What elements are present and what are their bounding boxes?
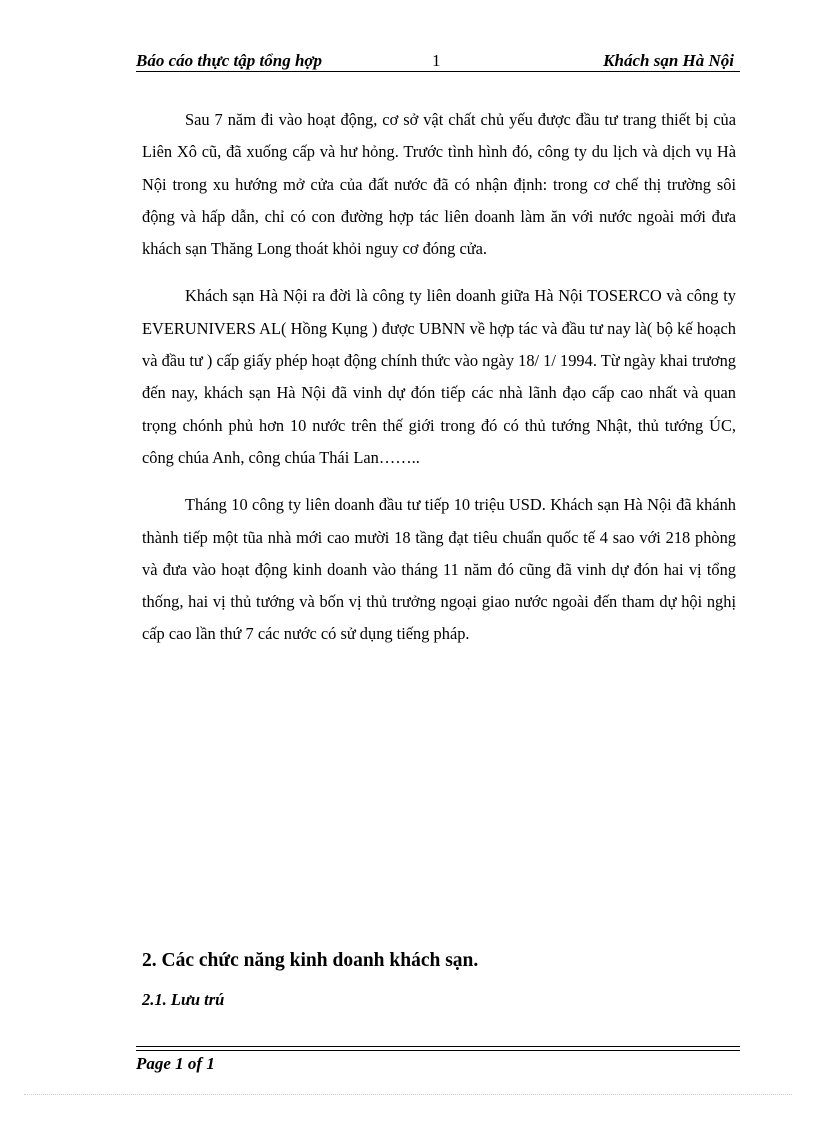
header-page-number: 1 bbox=[432, 51, 441, 70]
page-header bbox=[136, 47, 740, 73]
document-body bbox=[142, 104, 736, 666]
paragraph-3: Tháng 10 công ty liên doanh đầu tư tiếp 10 triệu USD. Khách sạn Hà Nội đã khánh thành tiếp một tũa nhà mới cao mười 18 tầng đạt tiêu chuẩn quốc tế 4 sao với 218 phòng và đưa vào hoạt động kinh doanh vào tháng 11 năm đó cũng đã vinh dự đón hai vị tổng thống, hai vị thủ tướng và bốn vị thủ trưởng ngoại giao nước ngoài đến tham dự hội nghị cấp cao lần thứ 7 các nước có sử dụng tiếng pháp. bbox=[142, 495, 736, 644]
header-report-title: Báo cáo thực tập tổng hợp bbox=[136, 51, 323, 70]
header-divider bbox=[136, 71, 740, 72]
footer-page-indicator: Page 1 of 1 bbox=[136, 1054, 215, 1073]
paragraph-2: Khách sạn Hà Nội ra đời là công ty liên doanh giữa Hà Nội TOSERCO và công ty EVERUNIVERS AL( Hồng Kụng ) được UBNN về hợp tác và đầu tư nay là( bộ kế hoạch và đầu tư ) cấp giấy phép hoạt động chính thức vào ngày 18/ 1/ 1994. Từ ngày khai trương đến nay, khách sạn Hà Nội đã vinh dự đón tiếp các nhà lãnh đạo cấp cao nhất và quan trọng chónh phủ hơn 10 nước trên thế giới trong đó có thủ tướng Nhật, thủ tướng ÚC, công chúa Anh, công chúa Thái Lan…….. bbox=[142, 286, 736, 467]
subsection-heading: 2.1. Lưu trú bbox=[142, 990, 225, 1009]
page-edge-divider bbox=[24, 1094, 792, 1095]
footer-divider-top bbox=[136, 1046, 740, 1047]
footer-divider-bottom bbox=[136, 1050, 740, 1051]
section-heading: 2. Các chức năng kinh doanh khách sạn. bbox=[142, 950, 479, 971]
page-footer bbox=[136, 1046, 740, 1086]
header-hotel-name: Khách sạn Hà Nội bbox=[603, 51, 734, 70]
paragraph-1: Sau 7 năm đi vào hoạt động, cơ sở vật chất chủ yếu được đầu tư trang thiết bị của Liên Xô cũ, đã xuống cấp và hư hỏng. Trước tình hình đó, công ty du lịch và dịch vụ Hà Nội trong xu hướng mở cửa của đất nước đã có nhận định: trong cơ chế thị trường sôi động và hấp dẫn, chỉ có con đường hợp tác liên doanh làm ăn với nước ngoài mới đưa khách sạn Thăng Long thoát khỏi nguy cơ đóng cửa. bbox=[142, 110, 736, 259]
